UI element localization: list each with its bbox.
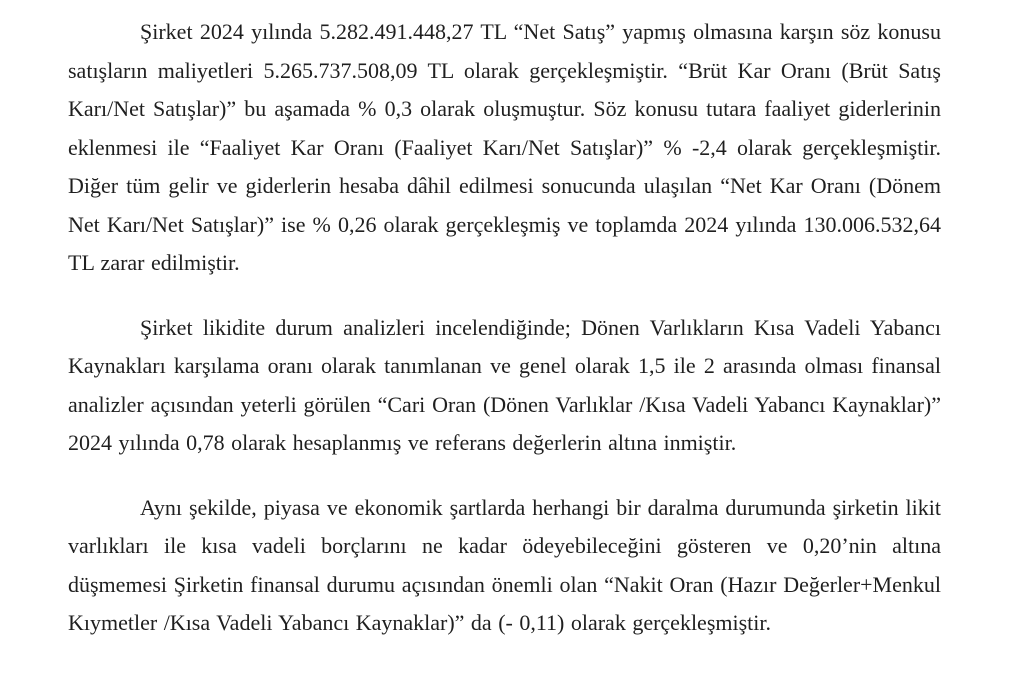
paragraph-cash-ratio: Aynı şekilde, piyasa ve ekonomik şartlarda herhangi bir daralma durumunda şirketin likit varlıkları ile kısa vadeli borçlarını ne kadar ödeyebileceğini gösteren ve 0,20’nin altına düşmemesi Şirketin finansal durumu açısından önemli olan “Nakit Oran (Hazır Değerler+Menkul Kıymetler /Kısa Vadeli Yabancı Kaynaklar)” da (- 0,11) olarak gerçekleşmiştir. bbox=[68, 494, 941, 635]
paragraph-profitability-analysis: Şirket 2024 yılında 5.282.491.448,27 TL “Net Satış” yapmış olmasına karşın söz konusu satışların maliyetleri 5.265.737.508,09 TL olarak gerçekleşmiştir. “Brüt Kar Oranı (Brüt Satış Karı/Net Satışlar)” bu aşamada % 0,3 olarak oluşmuştur. Söz konusu tutara faaliyet giderlerinin eklenmesi ile “Faaliyet Kar Oranı (Faaliyet Karı/Net Satışlar)” % -2,4 olarak gerçekleşmiştir. Diğer tüm gelir ve giderlerin hesaba dâhil edilmesi sonucunda ulaşılan “Net Kar Oranı (Dönem Net Karı/Net Satışlar)” ise % 0,26 olarak gerçekleşmiş ve toplamda 2024 yılında 130.006.532,64 TL zarar edilmiştir. bbox=[68, 19, 941, 275]
paragraph-liquidity-current-ratio: Şirket likidite durum analizleri incelendiğinde; Dönen Varlıkların Kısa Vadeli Yabancı Kaynakları karşılama oranı olarak tanımlanan ve genel olarak 1,5 ile 2 arasında olması finansal analizler açısından yeterli görülen “Cari Oran (Dönen Varlıklar /Kısa Vadeli Yabancı Kaynaklar)” 2024 yılında 0,78 olarak hesaplanmış ve referans değerlerin altına inmiştir. bbox=[68, 314, 941, 455]
